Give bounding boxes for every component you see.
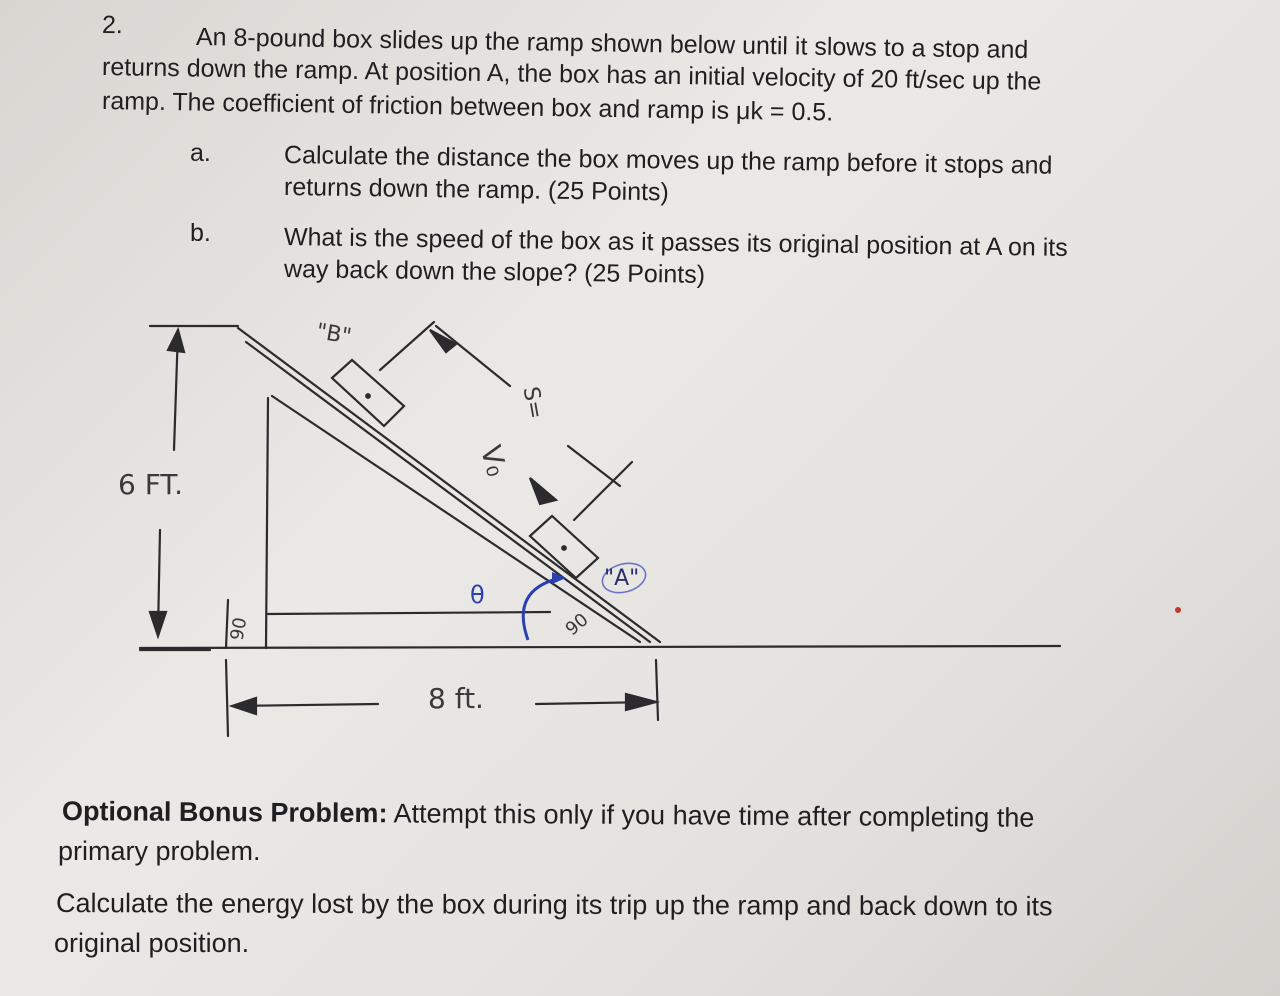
support-vertical	[266, 398, 268, 648]
part-a-line1: Calculate the distance the box moves up the ramp before it stops and	[283, 141, 1053, 180]
ramp-mid-line	[246, 342, 650, 642]
velocity-label: V₀	[473, 441, 514, 480]
velocity-arrowhead	[530, 478, 556, 504]
dim-tick-a	[574, 462, 632, 520]
base-label: 8 ft.	[428, 682, 484, 715]
right-angle-label: 90	[561, 609, 593, 641]
problem-intro-line2: returns down the ramp. At position A, the box has an initial velocity of 20 ft/sec up the	[101, 53, 1042, 96]
part-a-line2: returns down the ramp. (25 Points)	[283, 173, 670, 207]
ramp-top-line	[238, 328, 660, 642]
part-a-marker: a.	[190, 139, 211, 167]
dim-arrow-b	[436, 326, 510, 386]
problem-intro-line1: An 8-pound box slides up the ramp shown below until it slows to a stop and	[195, 23, 1029, 65]
point-b-label: "B"	[314, 319, 354, 350]
angle-arc	[523, 578, 560, 640]
ground-line	[140, 646, 1060, 648]
bonus-line3: Calculate the energy lost by the box during its trip up the ramp and back down to its	[55, 888, 1053, 922]
point-a-label: "A"	[604, 566, 640, 591]
bonus-line2: primary problem.	[58, 836, 261, 866]
angle-label: θ	[470, 581, 485, 609]
part-b-marker: b.	[190, 219, 211, 247]
base-tick-left	[226, 660, 228, 736]
problem-number: 2.	[101, 10, 124, 40]
dim-arrow-a	[568, 446, 620, 486]
problem-intro-line3: ramp. The coefficient of friction between box and ramp is μk = 0.5.	[101, 87, 834, 127]
corner-angle-label: 90	[226, 615, 252, 643]
bonus-heading: Optional Bonus Problem:	[61, 796, 388, 829]
ramp-inner-line	[272, 396, 640, 642]
support-horizontal	[268, 612, 550, 614]
box-b	[332, 360, 404, 426]
dim-tick-b	[380, 322, 434, 370]
height-arrowhead-bottom	[150, 612, 166, 636]
height-arrowhead-top	[168, 330, 184, 352]
bonus-heading-rest: Attempt this only if you have time after completing the	[387, 798, 1035, 833]
red-dot	[1175, 607, 1181, 613]
bonus-line4: original position.	[54, 928, 250, 958]
part-b-line1: What is the speed of the box as it passes its original position at A on its	[283, 223, 1068, 262]
part-b-line2: way back down the slope? (25 Points)	[283, 255, 706, 289]
s-label: S=	[517, 384, 548, 422]
base-tick-right	[656, 660, 658, 720]
height-label: 6 FT.	[118, 468, 184, 501]
